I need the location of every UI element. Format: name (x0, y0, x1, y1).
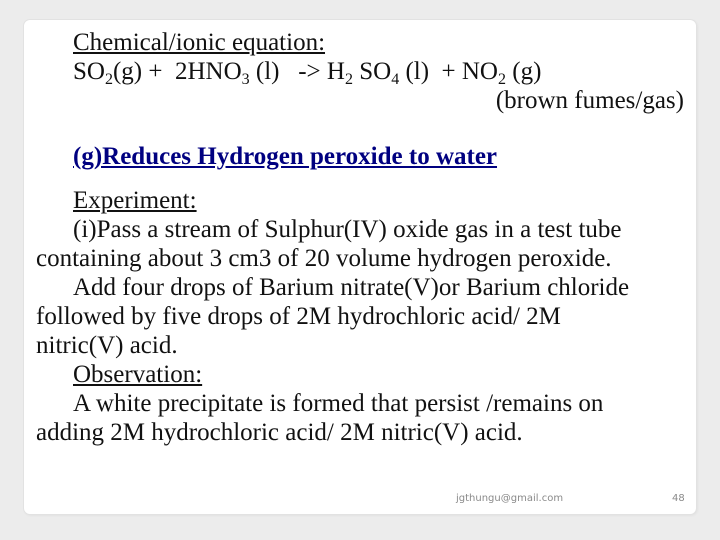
footer-email: jgthungu@gmail.com (456, 493, 564, 504)
observation-line: A white precipitate is formed that persist /remains on (73, 390, 604, 417)
experiment-line: containing about 3 cm3 of 20 volume hydrogen peroxide. (36, 245, 612, 272)
experiment-line: (i)Pass a stream of Sulphur(IV) oxide gas in a test tube (73, 216, 622, 243)
slide (24, 20, 696, 514)
equation-section (36, 28, 688, 115)
observation-line: adding 2M hydrochloric acid/ 2M nitric(V) acid. (36, 419, 523, 446)
equation-label: Chemical/ionic equation: (73, 29, 326, 56)
equation-term: $_2$ SO (344, 58, 392, 88)
experiment-line: followed by five drops of 2M hydrochloric acid/ 2M (36, 303, 561, 330)
equation-note: (brown fumes/gas) (495, 87, 684, 114)
experiment-label: Experiment: (73, 187, 197, 214)
equation-term: $_4$ (l) + NO (391, 58, 498, 88)
equation-term: $_3$ (l) -> H (241, 58, 345, 88)
section-heading-block (36, 142, 688, 171)
experiment-section (36, 186, 688, 447)
section-heading: (g)Reduces Hydrogen peroxide to water (73, 143, 498, 170)
page-number: 48 (672, 493, 685, 504)
chemical-equation (36, 57, 688, 86)
equation-term: $SO_2(g) + 2HNO$ (73, 58, 242, 88)
equation-term: $_2$ (g) (498, 58, 542, 88)
experiment-line: nitric(V) acid. (36, 332, 178, 359)
experiment-line: Add four drops of Barium nitrate(V)or Barium chloride (73, 274, 630, 301)
observation-label: Observation: (73, 361, 203, 388)
